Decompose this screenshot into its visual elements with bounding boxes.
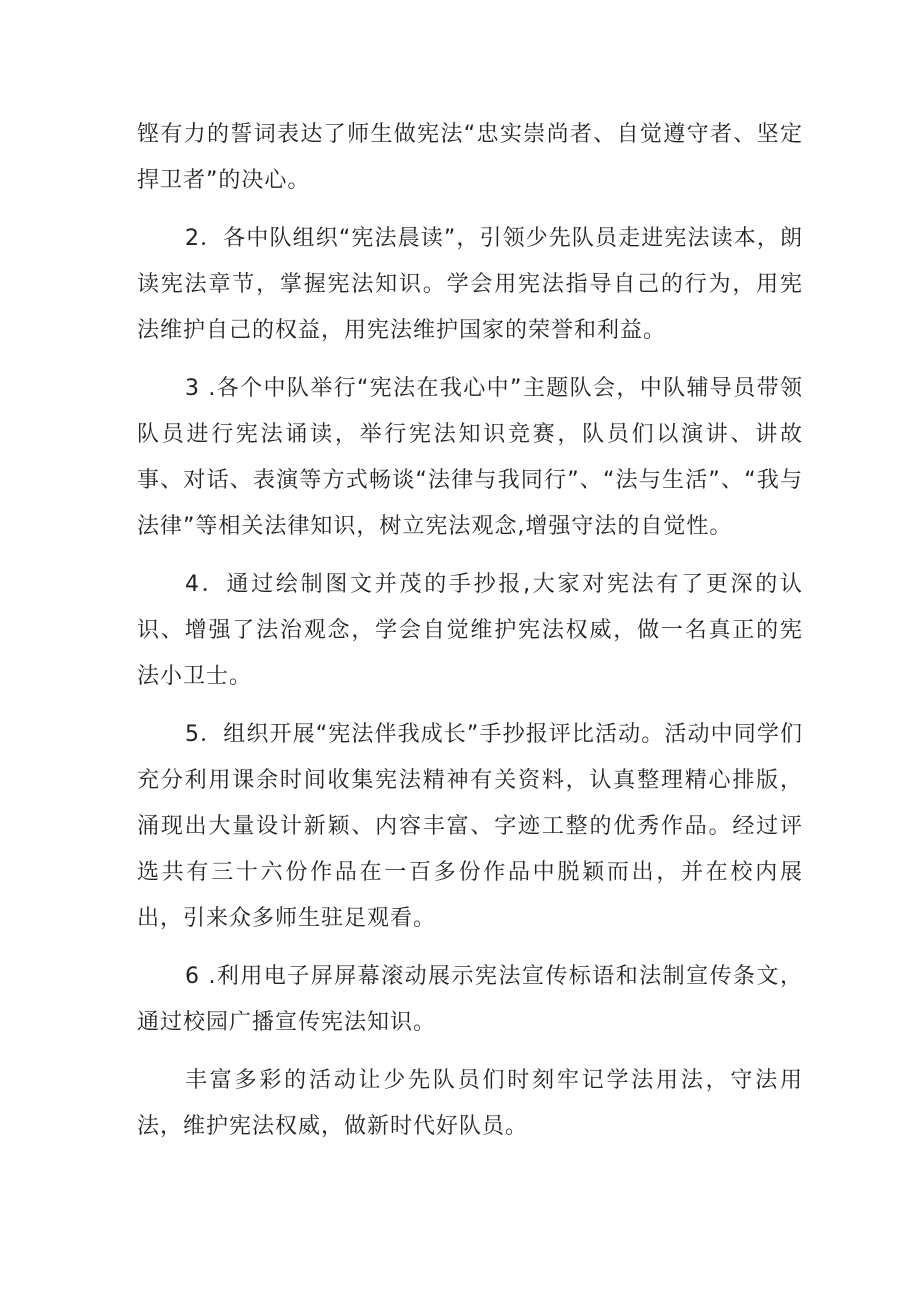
document-body <box>137 112 803 1162</box>
paragraph-oath-continuation: 铿有力的誓词表达了师生做宪法“忠实崇尚者、自觉遵守者、坚定捍卫者”的决心。 <box>137 122 803 193</box>
paragraph-item-6: 6 .利用电子屏屏幕滚动展示宪法宣传标语和法制宣传条文，通过校园广播宣传宪法知识。 <box>137 964 803 1035</box>
paragraph-item-2: 2．各中队组织“宪法晨读”，引领少先队员走进宪法读本，朗读宪法章节，掌握宪法知识。学会用宪法指导自己的行为，用宪法维护自己的权益，用宪法维护国家的荣誉和利益。 <box>137 226 803 343</box>
paragraph-item-5: 5．组织开展“宪法伴我成长”手抄报评比活动。活动中同学们充分利用课余时间收集宪法精神有关资料，认真整理精心排版，涌现出大量设计新颖、内容丰富、字迹工整的优秀作品。经过评选共有三十六份作品在一百多份作品中脱颖而出，并在校内展出，引来众多师生驻足观看。 <box>137 722 803 931</box>
paragraph-item-3: 3 .各个中队举行“宪法在我心中”主题队会，中队辅导员带领队员进行宪法诵读，举行宪法知识竞赛，队员们以演讲、讲故事、对话、表演等方式畅谈“法律与我同行”、“法与生活”、“我与法律”等相关法律知识，树立宪法观念,增强守法的自觉性。 <box>137 376 803 539</box>
paragraph-item-4: 4．通过绘制图文并茂的手抄报,大家对宪法有了更深的认识、增强了法治观念，学会自觉维护宪法权威，做一名真正的宪法小卫士。 <box>137 572 803 689</box>
paragraph-conclusion: 丰富多彩的活动让少先队员们时刻牢记学法用法，守法用法，维护宪法权威，做新时代好队员。 <box>137 1068 803 1139</box>
